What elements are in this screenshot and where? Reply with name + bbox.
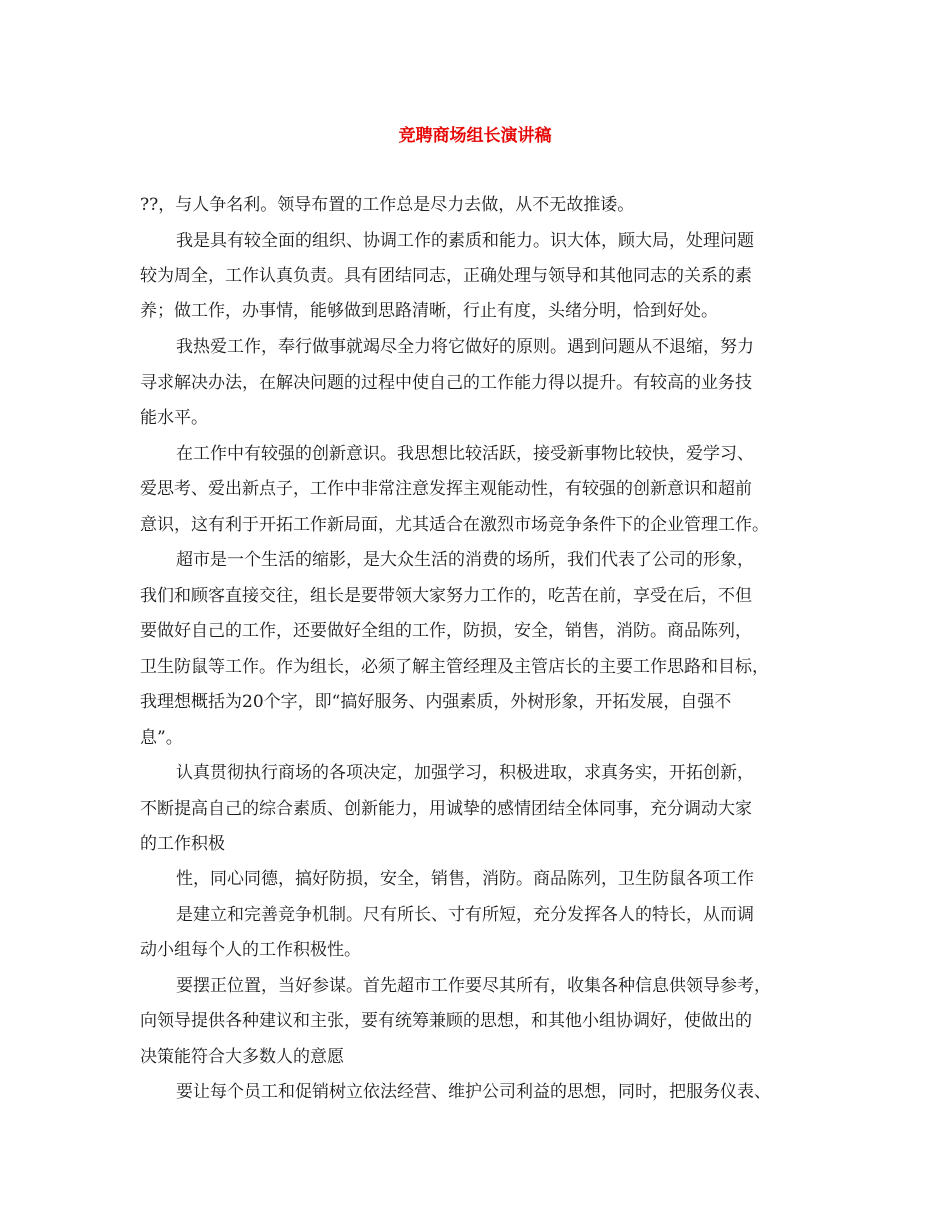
document-title: 竞聘商场组长演讲稿 <box>398 126 552 146</box>
text-line: 在工作中有较强的创新意识。我思想比较活跃，接受新事物比较快，爱学习、 <box>176 444 754 464</box>
text-line: 我是具有较全面的组织、协调工作的素质和能力。识大体，顾大局，处理问题 <box>176 231 754 251</box>
text-line: 我们和顾客直接交往，组长是要带领大家努力工作的，吃苦在前，享受在后，不但 <box>140 586 752 606</box>
text-line: 养；做工作，办事情，能够做到思路清晰，行止有度，头绪分明，恰到好处。 <box>140 301 718 321</box>
text-line: 要让每个员工和促销树立依法经营、维护公司利益的思想，同时，把服务仪表、 <box>176 1082 771 1102</box>
text-line: 动小组每个人的工作积极性。 <box>140 940 361 960</box>
text-line: 要摆正位置，当好参谋。首先超市工作要尽其所有，收集各种信息供领导参考， <box>176 976 771 996</box>
text-line: 卫生防鼠等工作。作为组长，必须了解主管经理及主管店长的主要工作思路和目标， <box>140 657 769 677</box>
text-line: 能水平。 <box>140 408 208 428</box>
text-line: 是建立和完善竞争机制。尺有所长、寸有所短，充分发挥各人的特长，从而调 <box>176 905 754 925</box>
text-line: 寻求解决办法，在解决问题的过程中使自己的工作能力得以提升。有较高的业务技 <box>140 373 752 393</box>
text-line: 向领导提供各种建议和主张，要有统筹兼顾的思想，和其他小组协调好，使做出的 <box>140 1011 752 1031</box>
text-line: 超市是一个生活的缩影，是大众生活的消费的场所，我们代表了公司的形象， <box>176 550 754 570</box>
text-line: 的工作积极 <box>140 834 225 854</box>
text-line: 息”。 <box>140 728 183 748</box>
text-line: 性，同心同德，搞好防损，安全，销售，消防。商品陈列，卫生防鼠各项工作 <box>176 869 754 889</box>
text-line: 不断提高自己的综合素质、创新能力，用诚挚的感情团结全体同事，充分调动大家 <box>140 799 752 819</box>
text-line: 我热爱工作，奉行做事就竭尽全力将它做好的原则。遇到问题从不退缩，努力 <box>176 337 754 357</box>
text-line: 认真贯彻执行商场的各项决定，加强学习，积极进取，求真务实，开拓创新， <box>176 763 754 783</box>
text-line: 我理想概括为20个字，即“搞好服务、内强素质，外树形象，开拓发展，自强不 <box>140 692 732 712</box>
text-line: 决策能符合大多数人的意愿 <box>140 1047 344 1067</box>
text-line: ??，与人争名利。领导布置的工作总是尽力去做，从不无故推诿。 <box>140 195 635 215</box>
text-line: 爱思考、爱出新点子，工作中非常注意发挥主观能动性，有较强的创新意识和超前 <box>140 479 752 499</box>
text-line: 要做好自己的工作，还要做好全组的工作，防损，安全，销售，消防。商品陈列， <box>140 621 752 641</box>
text-line: 较为周全，工作认真负责。具有团结同志，正确处理与领导和其他同志的关系的素 <box>140 266 752 286</box>
text-line: 意识，这有利于开拓工作新局面，尤其适合在激烈市场竞争条件下的企业管理工作。 <box>140 515 769 535</box>
